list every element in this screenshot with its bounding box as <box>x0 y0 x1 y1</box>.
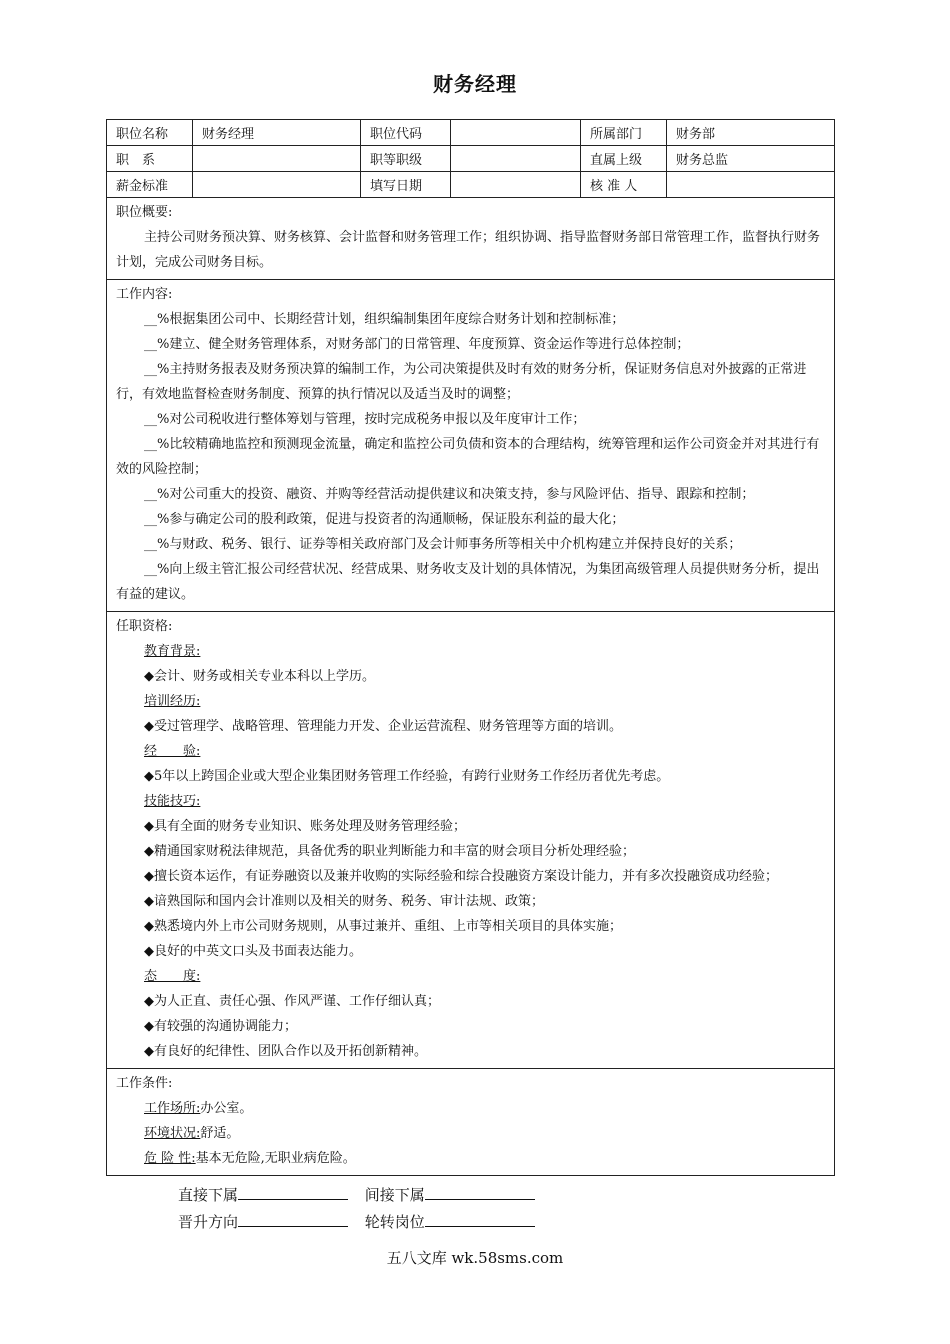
header-row-3 <box>107 172 835 198</box>
duty-item: __%根据集团公司中、长期经营计划，组织编制集团年度综合财务计划和控制标准； <box>144 312 625 327</box>
condition-environment <box>116 1121 825 1146</box>
label-position-code: 职位代码 <box>361 120 451 146</box>
duties-row <box>107 280 835 612</box>
duty-item: __%比较精确地监控和预测现金流量，确定和监控公司负债和资本的合理结构，统筹管理和运作公司资金并对其进行有效的风险控制； <box>116 437 820 477</box>
qualification-item: ◆谙熟国际和国内会计准则以及相关的财务、税务、审计法规、政策； <box>144 894 544 909</box>
overview-row <box>107 198 835 280</box>
job-description-table <box>106 119 835 1176</box>
value-job-grade <box>451 146 581 172</box>
promotion-path-label: 晋升方向 <box>178 1213 239 1231</box>
indirect-subordinate-blank[interactable] <box>425 1182 535 1200</box>
duty-item: __%主持财务报表及财务预决算的编制工作，为公司决策提供及时有效的财务分析，保证财务信息对外披露的正常进行，有效地监督检查财务制度、预算的执行情况以及适当及时的调整； <box>116 362 807 402</box>
value-position-name: 财务经理 <box>193 120 361 146</box>
qualification-item: ◆有较强的沟通协调能力； <box>144 1019 297 1034</box>
hazard-label: 危 险 性: <box>144 1151 196 1166</box>
condition-hazard <box>116 1146 825 1171</box>
education-label: 教育背景: <box>144 644 201 659</box>
promotion-path-field <box>178 1209 348 1236</box>
environment-label: 环境状况: <box>144 1126 201 1141</box>
duty-item: __%参与确定公司的股利政策，促进与投资者的沟通顺畅，保证股东利益的最大化； <box>144 512 625 527</box>
label-approver: 核 准 人 <box>581 172 667 198</box>
qualification-item: ◆受过管理学、战略管理、管理能力开发、企业运营流程、财务管理等方面的培训。 <box>144 719 622 734</box>
qualification-item: ◆良好的中英文口头及书面表达能力。 <box>144 944 362 959</box>
label-direct-supervisor: 直属上级 <box>581 146 667 172</box>
promotion-path-blank[interactable] <box>238 1209 348 1227</box>
overview-text: 主持公司财务预决算、财务核算、会计监督和财务管理工作；组织协调、指导监督财务部日常管理工作，监督执行财务计划，完成公司财务目标。 <box>116 230 821 270</box>
direct-subordinate-blank[interactable] <box>238 1182 348 1200</box>
duty-item: __%向上级主管汇报公司经营状况、经营成果、财务收支及计划的具体情况，为集团高级管理人员提供财务分析，提出有益的建议。 <box>116 562 820 602</box>
value-fill-date <box>451 172 581 198</box>
workplace-value: 办公室。 <box>200 1101 253 1116</box>
page-title: 财务经理 <box>433 72 517 96</box>
label-department: 所属部门 <box>581 120 667 146</box>
rotation-position-field <box>365 1209 535 1236</box>
qualification-item: ◆具有全面的财务专业知识、账务处理及财务管理经验； <box>144 819 466 834</box>
conditions-section <box>107 1069 835 1176</box>
duty-item: __%与财政、税务、银行、证券等相关政府部门及会计师事务所等相关中介机构建立并保持良好的关系； <box>144 537 742 552</box>
duty-item: __%对公司重大的投资、融资、并购等经营活动提供建议和决策支持，参与风险评估、指导、跟踪和控制； <box>144 487 755 502</box>
value-position-code <box>451 120 581 146</box>
header-row-1 <box>107 120 835 146</box>
skills-label: 技能技巧: <box>144 794 201 809</box>
qualification-item: ◆熟悉境内外上市公司财务规则，从事过兼并、重组、上市等相关项目的具体实施； <box>144 919 622 934</box>
hazard-value: 基本无危险,无职业病危险。 <box>195 1151 356 1166</box>
attitude-label: 态 度: <box>144 969 201 984</box>
workplace-label: 工作场所: <box>144 1101 201 1116</box>
label-position-name: 职位名称 <box>107 120 193 146</box>
qualification-item: ◆5年以上跨国企业或大型企业集团财务管理工作经验，有跨行业财务工作经历者优先考虑。 <box>144 769 670 784</box>
label-fill-date: 填写日期 <box>361 172 451 198</box>
value-direct-supervisor: 财务总监 <box>667 146 835 172</box>
environment-value: 舒适。 <box>200 1126 240 1141</box>
value-salary-standard <box>193 172 361 198</box>
direct-subordinate-field <box>178 1182 348 1209</box>
value-approver <box>667 172 835 198</box>
qualifications-row <box>107 612 835 1069</box>
conditions-heading: 工作条件: <box>116 1076 173 1091</box>
qualification-item: ◆为人正直、责任心强、作风严谨、工作仔细认真； <box>144 994 440 1009</box>
duty-item: __%对公司税收进行整体筹划与管理，按时完成税务申报以及年度审计工作； <box>144 412 586 427</box>
label-job-grade: 职等职级 <box>361 146 451 172</box>
rotation-position-blank[interactable] <box>425 1209 535 1227</box>
qualifications-section <box>107 612 835 1069</box>
condition-workplace <box>116 1096 825 1121</box>
conditions-row <box>107 1069 835 1176</box>
duties-section <box>107 280 835 612</box>
experience-label: 经 验: <box>144 744 201 759</box>
qualification-item: ◆擅长资本运作，有证券融资以及兼并收购的实际经验和综合投融资方案设计能力，并有多次投融资成功经验； <box>144 869 778 884</box>
qualification-item: ◆有良好的纪律性、团队合作以及开拓创新精神。 <box>144 1044 427 1059</box>
value-job-family <box>193 146 361 172</box>
duties-heading: 工作内容: <box>116 287 173 302</box>
indirect-subordinate-field <box>365 1182 535 1209</box>
header-row-2 <box>107 146 835 172</box>
rotation-position-label: 轮转岗位 <box>364 1213 425 1231</box>
direct-subordinate-label: 直接下属 <box>178 1186 239 1204</box>
label-salary-standard: 薪金标准 <box>107 172 193 198</box>
qualification-item: ◆会计、财务或相关专业本科以上学历。 <box>144 669 375 684</box>
overview-section <box>107 198 835 280</box>
qualification-item: ◆精通国家财税法律规范，具备优秀的职业判断能力和丰富的财会项目分析处理经验； <box>144 844 635 859</box>
indirect-subordinate-label: 间接下属 <box>364 1186 425 1204</box>
value-department: 财务部 <box>667 120 835 146</box>
duty-item: __%建立、健全财务管理体系，对财务部门的日常管理、年度预算、资金运作等进行总体控制； <box>144 337 690 352</box>
overview-heading: 职位概要: <box>116 205 173 220</box>
watermark-text: 五八文库 wk.58sms.com <box>386 1249 564 1267</box>
footer-fields <box>178 1182 598 1236</box>
label-job-family: 职 系 <box>107 146 193 172</box>
training-label: 培训经历: <box>144 694 201 709</box>
qualifications-heading: 任职资格: <box>116 619 173 634</box>
